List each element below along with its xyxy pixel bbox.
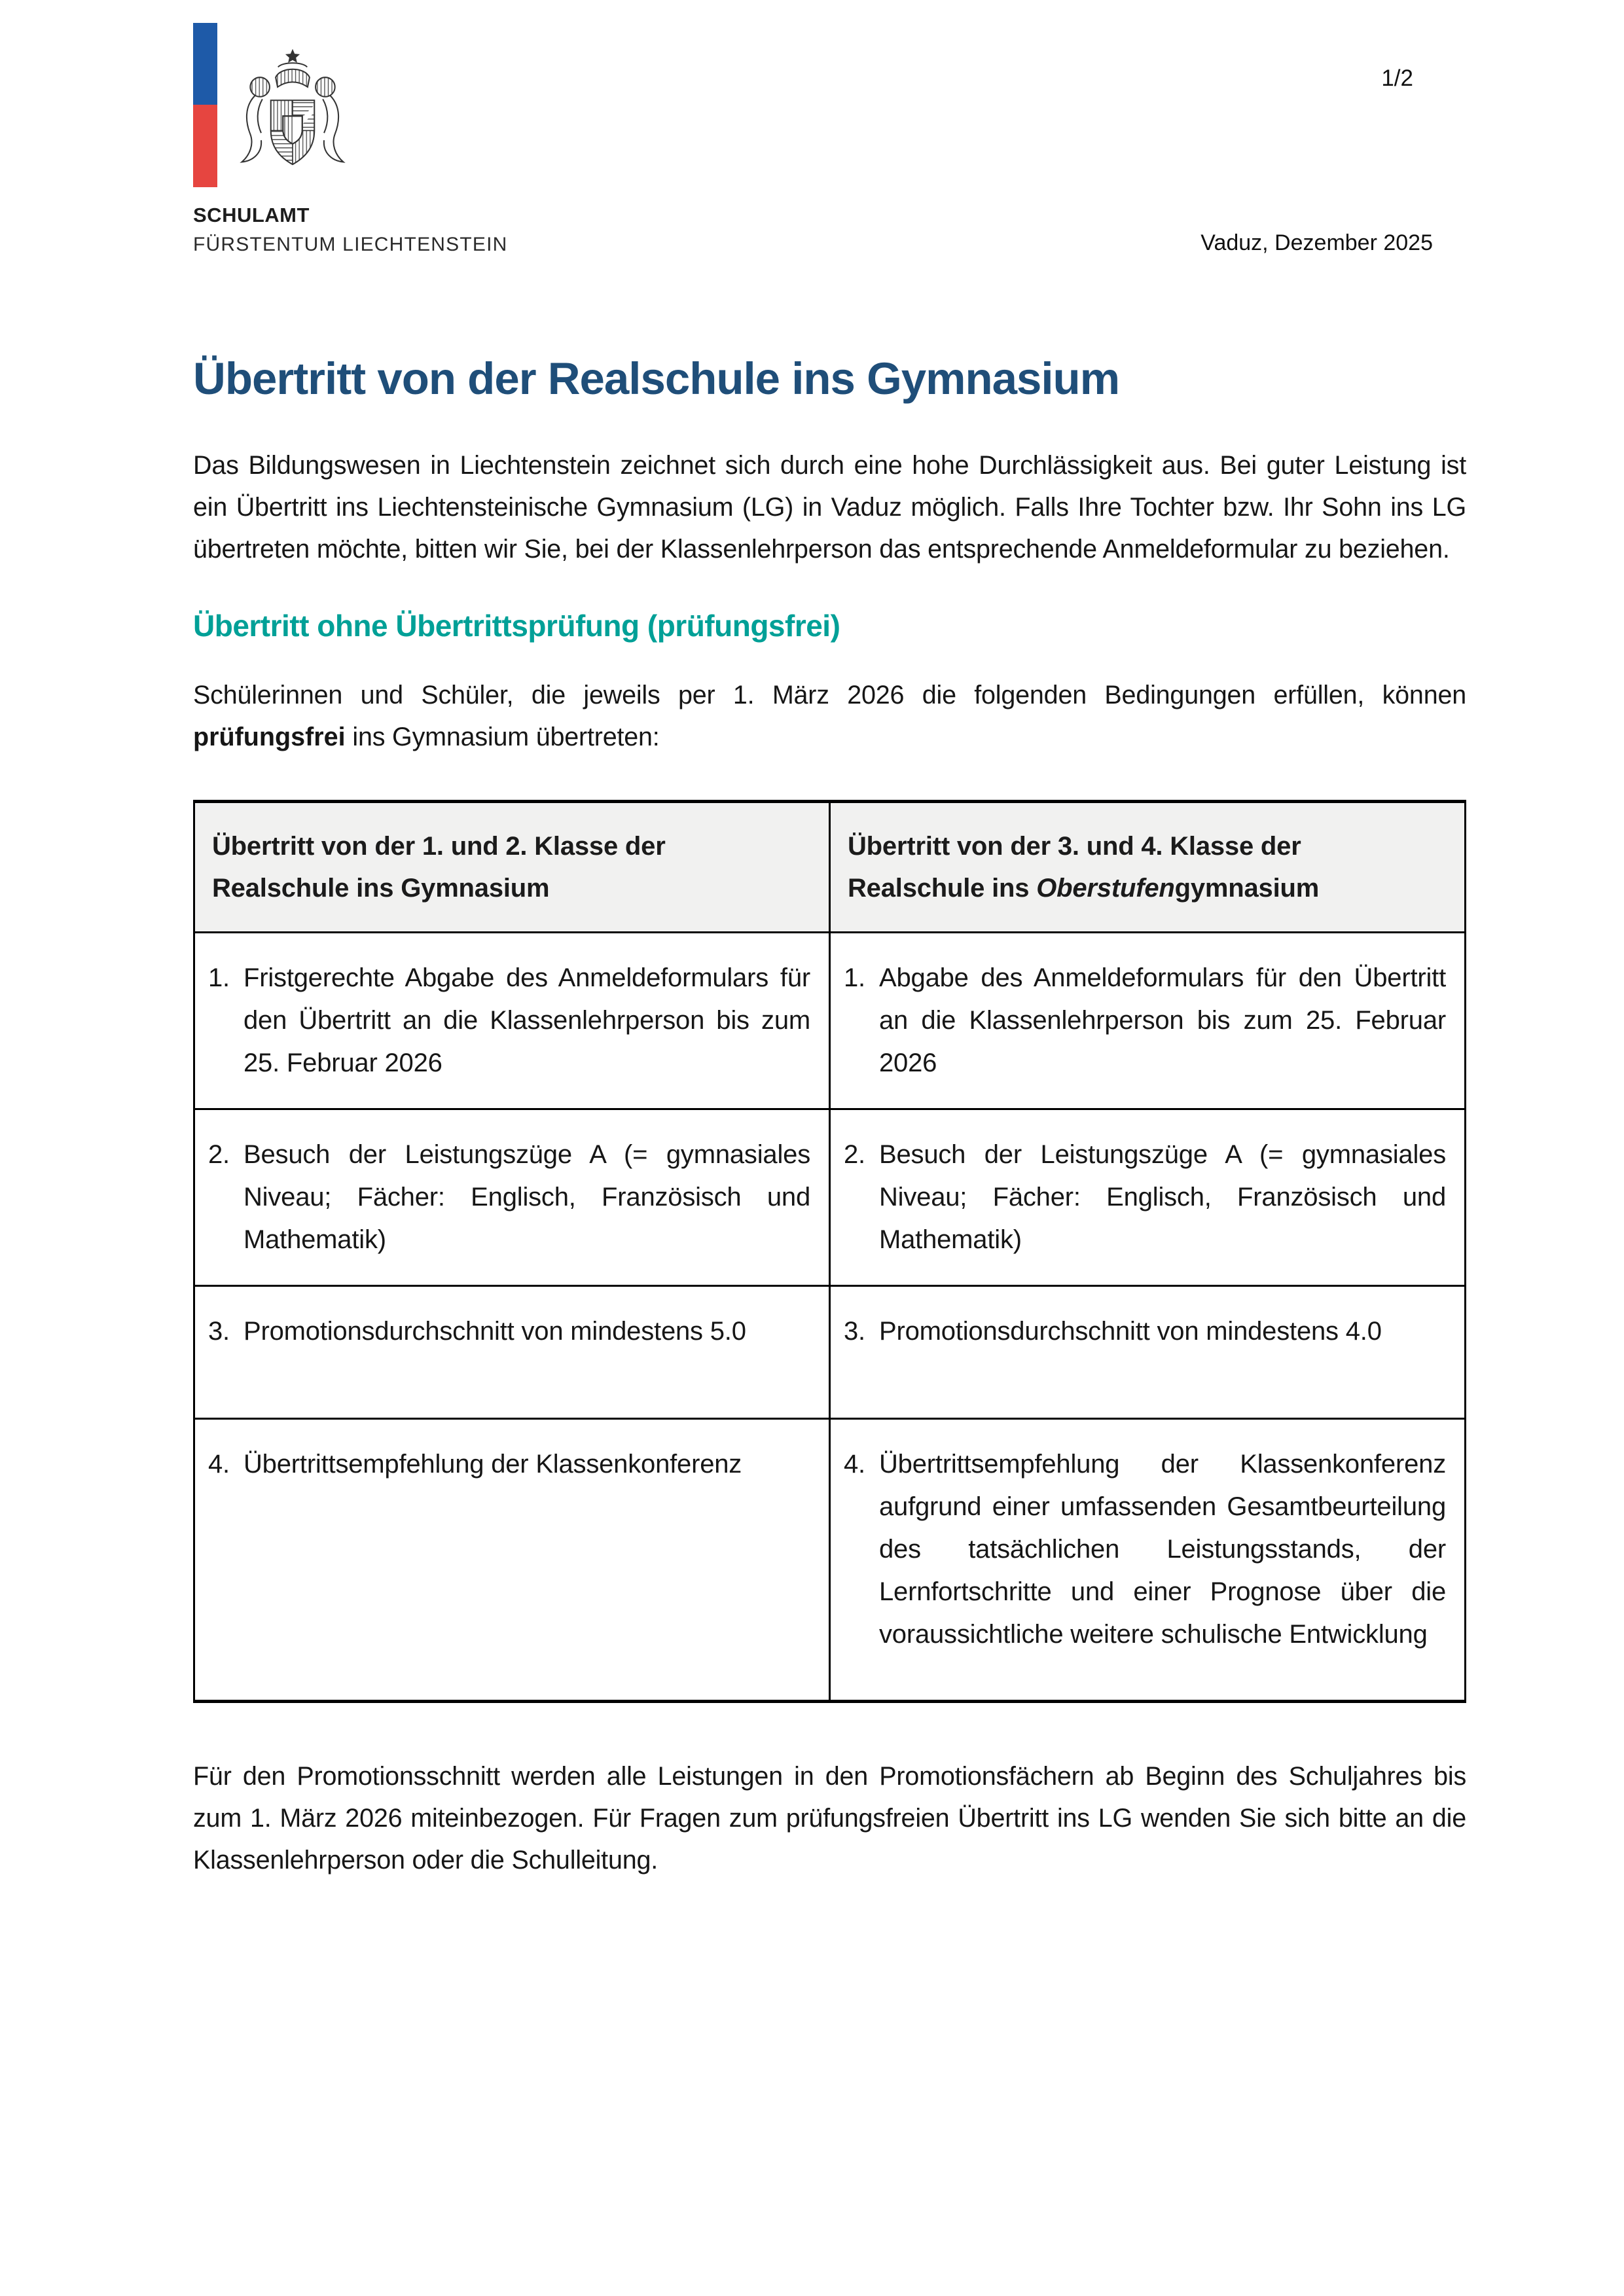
closing-paragraph: Für den Promotionsschnitt werden alle Leistungen in den Promotionsfächern ab Beginn des Schuljahres bis zum 1. März 2026 miteinbezogen. Für Fragen zum prüfungsfreien Übertritt ins LG wenden Sie sich bitte an die Klassenlehrperson oder die Schulleitung. bbox=[193, 1762, 1466, 1875]
table-cell-right-2 bbox=[830, 1109, 1466, 1286]
list-number: 4. bbox=[208, 1450, 230, 1479]
condition-text: Fristgerechte Abgabe des Anmeldeformulars für den Übertritt an die Klassenlehrperson bis zum 25. Februar 2026 bbox=[244, 963, 810, 1078]
list-number: 1. bbox=[208, 963, 230, 993]
condition-text: Übertrittsempfehlung der Klassenkonferenz bbox=[244, 1450, 742, 1479]
table-cell-left-2 bbox=[194, 1109, 830, 1286]
table-header-row bbox=[194, 802, 1466, 933]
intro-paragraph: Das Bildungswesen in Liechtenstein zeichnet sich durch eine hohe Durchlässigkeit aus. Bei guter Leistung ist ein Übertritt ins Liechtensteinische Gymnasium (LG) in Vaduz möglich. Falls Ihre Tochter bzw. Ihr Sohn ins LG übertreten möchte, bitten wir Sie, bei der Klassenlehrperson das entsprechende Anmeldeformular zu beziehen. bbox=[193, 451, 1466, 564]
logo-flag-bar bbox=[193, 23, 217, 187]
lead-text-after: ins Gymnasium übertreten: bbox=[345, 723, 660, 752]
logo-bar-blue bbox=[193, 23, 217, 105]
table-cell-right-4 bbox=[830, 1419, 1466, 1702]
table-cell-right-1 bbox=[830, 933, 1466, 1109]
table-cell-left-4 bbox=[194, 1419, 830, 1702]
table-row bbox=[194, 1419, 1466, 1702]
org-subtitle: FÜRSTENTUM LIECHTENSTEIN bbox=[193, 233, 508, 255]
list-number: 4. bbox=[844, 1450, 865, 1479]
logo-bar-red bbox=[193, 105, 217, 187]
condition-text: Promotionsdurchschnitt von mindestens 4.0 bbox=[879, 1317, 1382, 1346]
document-content bbox=[193, 353, 1466, 1881]
table-header-right bbox=[830, 802, 1466, 933]
section-heading: Übertritt ohne Übertrittsprüfung (prüfungsfrei) bbox=[193, 609, 840, 643]
table-row bbox=[194, 933, 1466, 1109]
condition-text: Promotionsdurchschnitt von mindestens 5.0 bbox=[244, 1317, 746, 1346]
table-header-left: Übertritt von der 1. und 2. Klasse der Realschule ins Gymnasium bbox=[194, 802, 830, 933]
list-number: 1. bbox=[844, 963, 865, 993]
conditions-table bbox=[193, 800, 1466, 1703]
condition-text: Besuch der Leistungszüge A (= gymnasiales Niveau; Fächer: Englisch, Französisch und Mathematik) bbox=[244, 1140, 810, 1255]
list-number: 2. bbox=[208, 1140, 230, 1170]
condition-text: Abgabe des Anmeldeformulars für den Übertritt an die Klassenlehrperson bis zum 25. Februar 2026 bbox=[879, 963, 1446, 1078]
org-name: SCHULAMT bbox=[193, 204, 310, 226]
conditions-lead-paragraph bbox=[193, 674, 1466, 758]
organization-block bbox=[193, 203, 508, 257]
list-number: 3. bbox=[844, 1317, 865, 1346]
table-cell-left-3 bbox=[194, 1286, 830, 1419]
header-right-suffix: gymnasium bbox=[1174, 874, 1320, 903]
lead-text-bold: prüfungsfrei bbox=[193, 723, 346, 752]
table-cell-right-3 bbox=[830, 1286, 1466, 1419]
coat-of-arms-icon bbox=[230, 47, 355, 190]
page-number: 1/2 bbox=[1381, 65, 1413, 91]
condition-text: Übertrittsempfehlung der Klassenkonferenz aufgrund einer umfassenden Gesamtbeurteilung des tatsächlichen Leistungsstands, der Lernfortschritte und einer Prognose über die voraussichtliche weitere schulische Entwicklung bbox=[879, 1450, 1446, 1649]
header-right-italic: Oberstufen bbox=[1036, 874, 1175, 903]
table-row bbox=[194, 1286, 1466, 1419]
table-row bbox=[194, 1109, 1466, 1286]
lead-text-before: Schülerinnen und Schüler, die jeweils per 1. März 2026 die folgenden Bedingungen erfüllen, können bbox=[193, 681, 1466, 710]
date-line: Vaduz, Dezember 2025 bbox=[1200, 230, 1433, 255]
document-title: Übertritt von der Realschule ins Gymnasium bbox=[193, 353, 1120, 404]
condition-text: Besuch der Leistungszüge A (= gymnasiales Niveau; Fächer: Englisch, Französisch und Mathematik) bbox=[879, 1140, 1446, 1255]
list-number: 3. bbox=[208, 1317, 230, 1346]
list-number: 2. bbox=[844, 1140, 865, 1170]
header-right-prefix: Übertritt von der 3. und 4. Klasse der Realschule ins bbox=[848, 832, 1301, 903]
table-cell-left-1 bbox=[194, 933, 830, 1109]
